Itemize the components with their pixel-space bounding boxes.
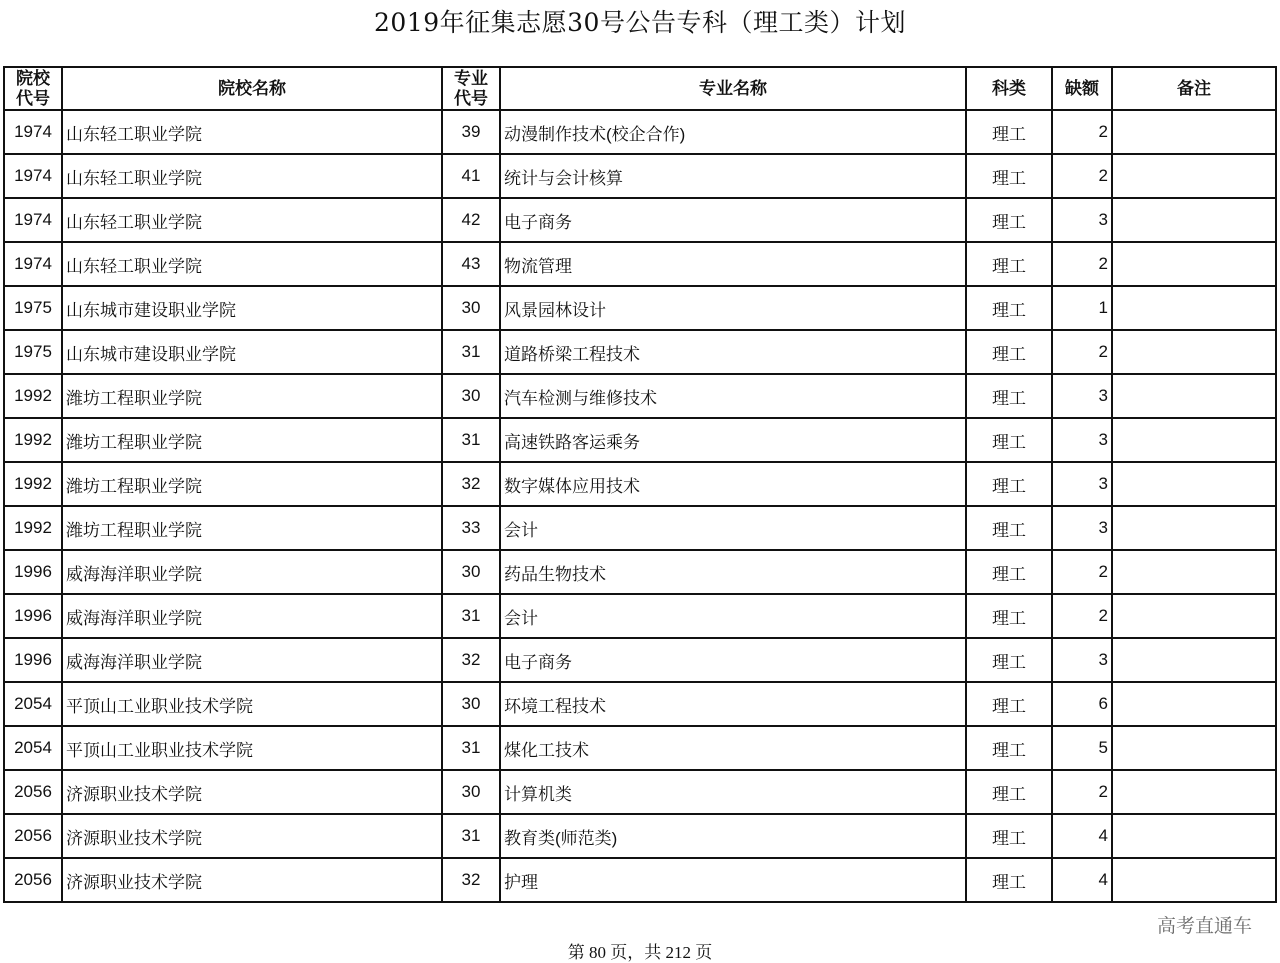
school-code-cell: 1974	[4, 110, 62, 154]
plan-table	[3, 66, 1277, 903]
category-cell: 理工	[966, 330, 1052, 374]
major-name-cell: 护理	[500, 858, 966, 902]
category-cell: 理工	[966, 726, 1052, 770]
school-name-cell: 平顶山工业职业技术学院	[62, 726, 442, 770]
category-cell: 理工	[966, 154, 1052, 198]
note-cell	[1112, 242, 1276, 286]
category-cell: 理工	[966, 286, 1052, 330]
table-row	[4, 550, 1276, 594]
quota-cell: 4	[1052, 814, 1112, 858]
major-name-cell: 风景园林设计	[500, 286, 966, 330]
school-code-cell: 1992	[4, 462, 62, 506]
header-quota: 缺额	[1052, 67, 1112, 110]
major-code-cell: 30	[442, 682, 500, 726]
major-name-cell: 统计与会计核算	[500, 154, 966, 198]
quota-cell: 1	[1052, 286, 1112, 330]
quota-cell: 5	[1052, 726, 1112, 770]
header-school-code	[4, 67, 62, 110]
school-name-cell: 平顶山工业职业技术学院	[62, 682, 442, 726]
category-cell: 理工	[966, 638, 1052, 682]
category-cell: 理工	[966, 418, 1052, 462]
school-code-cell: 1974	[4, 242, 62, 286]
major-name-cell: 电子商务	[500, 198, 966, 242]
quota-cell: 2	[1052, 110, 1112, 154]
note-cell	[1112, 726, 1276, 770]
header-school-code-line1: 院校	[16, 68, 50, 89]
school-code-cell: 1996	[4, 638, 62, 682]
note-cell	[1112, 770, 1276, 814]
quota-cell: 2	[1052, 550, 1112, 594]
page-title: 2019年征集志愿30号公告专科（理工类）计划	[374, 8, 906, 37]
quota-cell: 2	[1052, 330, 1112, 374]
school-code-cell: 1996	[4, 594, 62, 638]
major-name-cell: 煤化工技术	[500, 726, 966, 770]
major-code-cell: 41	[442, 154, 500, 198]
table-row	[4, 286, 1276, 330]
school-name-cell: 潍坊工程职业学院	[62, 506, 442, 550]
note-cell	[1112, 374, 1276, 418]
quota-cell: 2	[1052, 770, 1112, 814]
quota-cell: 4	[1052, 858, 1112, 902]
school-code-cell: 2056	[4, 770, 62, 814]
table-row	[4, 726, 1276, 770]
school-code-cell: 1992	[4, 418, 62, 462]
major-code-cell: 30	[442, 374, 500, 418]
major-name-cell: 计算机类	[500, 770, 966, 814]
major-code-cell: 30	[442, 550, 500, 594]
school-code-cell: 2054	[4, 726, 62, 770]
quota-cell: 3	[1052, 506, 1112, 550]
quota-cell: 3	[1052, 462, 1112, 506]
category-cell: 理工	[966, 506, 1052, 550]
category-cell: 理工	[966, 462, 1052, 506]
quota-cell: 2	[1052, 154, 1112, 198]
quota-cell: 2	[1052, 242, 1112, 286]
school-name-cell: 山东轻工职业学院	[62, 198, 442, 242]
header-school-name: 院校名称	[62, 67, 442, 110]
note-cell	[1112, 638, 1276, 682]
school-name-cell: 潍坊工程职业学院	[62, 462, 442, 506]
table-body	[4, 110, 1276, 902]
table-row	[4, 242, 1276, 286]
major-code-cell: 30	[442, 286, 500, 330]
table-row	[4, 638, 1276, 682]
school-code-cell: 1992	[4, 506, 62, 550]
school-name-cell: 山东轻工职业学院	[62, 110, 442, 154]
school-code-cell: 2056	[4, 858, 62, 902]
major-name-cell: 会计	[500, 594, 966, 638]
major-name-cell: 道路桥梁工程技术	[500, 330, 966, 374]
category-cell: 理工	[966, 110, 1052, 154]
category-cell: 理工	[966, 858, 1052, 902]
note-cell	[1112, 110, 1276, 154]
category-cell: 理工	[966, 550, 1052, 594]
major-code-cell: 32	[442, 858, 500, 902]
header-major-code-line2: 代号	[454, 88, 488, 109]
header-category: 科类	[966, 67, 1052, 110]
note-cell	[1112, 286, 1276, 330]
table-row	[4, 858, 1276, 902]
table-row	[4, 330, 1276, 374]
header-major-code	[442, 67, 500, 110]
major-name-cell: 数字媒体应用技术	[500, 462, 966, 506]
major-name-cell: 电子商务	[500, 638, 966, 682]
school-name-cell: 济源职业技术学院	[62, 858, 442, 902]
school-name-cell: 潍坊工程职业学院	[62, 418, 442, 462]
header-school-code-line2: 代号	[16, 88, 50, 109]
header-row	[4, 67, 1276, 110]
school-code-cell: 1975	[4, 286, 62, 330]
school-name-cell: 济源职业技术学院	[62, 814, 442, 858]
category-cell: 理工	[966, 770, 1052, 814]
school-name-cell: 山东城市建设职业学院	[62, 330, 442, 374]
major-code-cell: 33	[442, 506, 500, 550]
table-row	[4, 682, 1276, 726]
major-name-cell: 汽车检测与维修技术	[500, 374, 966, 418]
major-code-cell: 31	[442, 814, 500, 858]
table-row	[4, 110, 1276, 154]
table-row	[4, 506, 1276, 550]
school-code-cell: 1996	[4, 550, 62, 594]
major-code-cell: 31	[442, 330, 500, 374]
category-cell: 理工	[966, 242, 1052, 286]
table-row	[4, 198, 1276, 242]
quota-cell: 3	[1052, 418, 1112, 462]
table-row	[4, 770, 1276, 814]
note-cell	[1112, 418, 1276, 462]
major-code-cell: 31	[442, 418, 500, 462]
school-code-cell: 1975	[4, 330, 62, 374]
header-major-name: 专业名称	[500, 67, 966, 110]
major-code-cell: 31	[442, 594, 500, 638]
school-name-cell: 济源职业技术学院	[62, 770, 442, 814]
table-row	[4, 462, 1276, 506]
school-name-cell: 威海海洋职业学院	[62, 638, 442, 682]
page-footer: 第 80 页，共 212 页	[567, 943, 713, 962]
major-code-cell: 43	[442, 242, 500, 286]
quota-cell: 3	[1052, 638, 1112, 682]
note-cell	[1112, 330, 1276, 374]
school-name-cell: 山东轻工职业学院	[62, 154, 442, 198]
category-cell: 理工	[966, 198, 1052, 242]
school-name-cell: 威海海洋职业学院	[62, 550, 442, 594]
school-code-cell: 1974	[4, 198, 62, 242]
school-name-cell: 山东轻工职业学院	[62, 242, 442, 286]
major-name-cell: 高速铁路客运乘务	[500, 418, 966, 462]
school-name-cell: 山东城市建设职业学院	[62, 286, 442, 330]
major-code-cell: 31	[442, 726, 500, 770]
school-code-cell: 1992	[4, 374, 62, 418]
quota-cell: 3	[1052, 374, 1112, 418]
note-cell	[1112, 858, 1276, 902]
quota-cell: 3	[1052, 198, 1112, 242]
note-cell	[1112, 594, 1276, 638]
major-name-cell: 物流管理	[500, 242, 966, 286]
table-row	[4, 594, 1276, 638]
major-code-cell: 32	[442, 462, 500, 506]
major-name-cell: 教育类(师范类)	[500, 814, 966, 858]
note-cell	[1112, 814, 1276, 858]
category-cell: 理工	[966, 814, 1052, 858]
major-name-cell: 环境工程技术	[500, 682, 966, 726]
major-code-cell: 42	[442, 198, 500, 242]
quota-cell: 2	[1052, 594, 1112, 638]
note-cell	[1112, 198, 1276, 242]
note-cell	[1112, 154, 1276, 198]
major-code-cell: 32	[442, 638, 500, 682]
table-row	[4, 418, 1276, 462]
watermark: 高考直通车	[1156, 915, 1252, 937]
note-cell	[1112, 506, 1276, 550]
quota-cell: 6	[1052, 682, 1112, 726]
table-row	[4, 814, 1276, 858]
category-cell: 理工	[966, 594, 1052, 638]
school-code-cell: 2054	[4, 682, 62, 726]
header-note: 备注	[1112, 67, 1276, 110]
major-name-cell: 会计	[500, 506, 966, 550]
table-row	[4, 374, 1276, 418]
note-cell	[1112, 462, 1276, 506]
major-name-cell: 动漫制作技术(校企合作)	[500, 110, 966, 154]
school-name-cell: 威海海洋职业学院	[62, 594, 442, 638]
note-cell	[1112, 550, 1276, 594]
note-cell	[1112, 682, 1276, 726]
major-code-cell: 39	[442, 110, 500, 154]
major-code-cell: 30	[442, 770, 500, 814]
category-cell: 理工	[966, 682, 1052, 726]
school-code-cell: 2056	[4, 814, 62, 858]
school-name-cell: 潍坊工程职业学院	[62, 374, 442, 418]
category-cell: 理工	[966, 374, 1052, 418]
table-row	[4, 154, 1276, 198]
header-major-code-line1: 专业	[454, 68, 488, 89]
major-name-cell: 药品生物技术	[500, 550, 966, 594]
school-code-cell: 1974	[4, 154, 62, 198]
